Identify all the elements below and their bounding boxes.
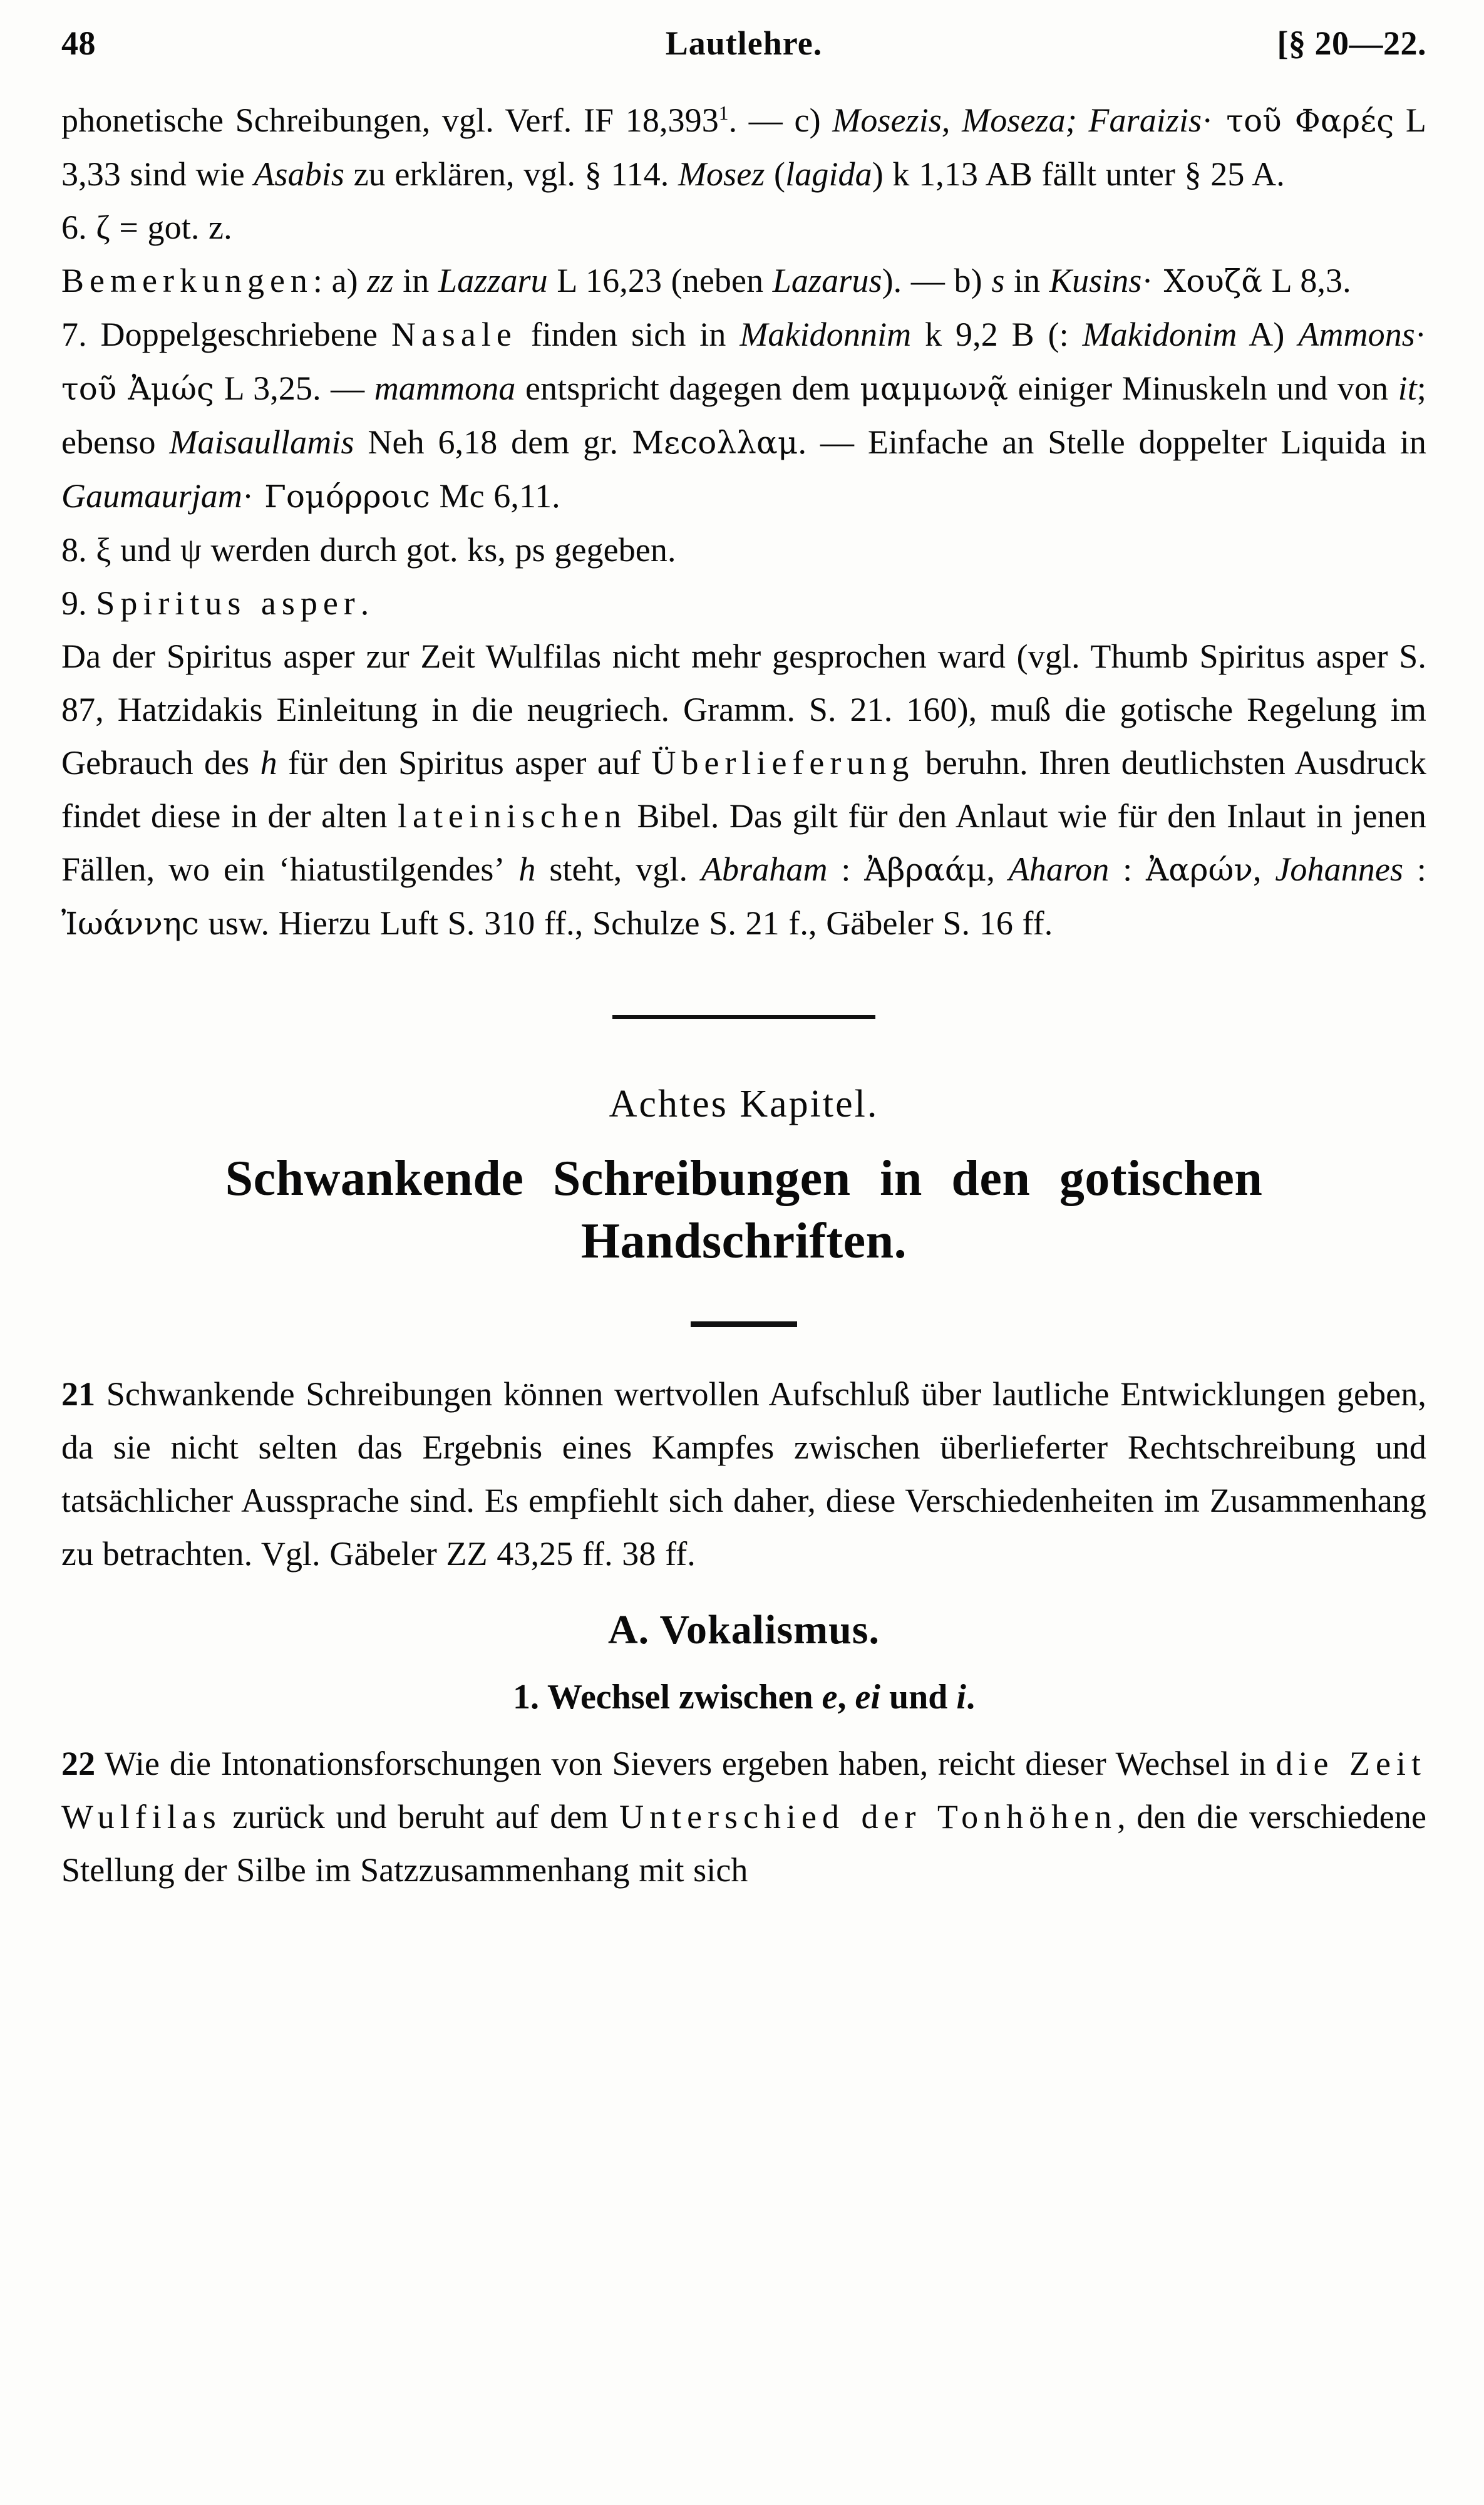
paragraph-number-21: 21 [61, 1375, 96, 1413]
raised-dot-4: · [242, 477, 254, 515]
italic-abraham: Abraham [701, 850, 828, 888]
paragraph-item-9: 9. Spiritus asper. [61, 584, 369, 622]
italic-h: h [260, 744, 277, 782]
italic-zz: zz [367, 262, 394, 299]
horizontal-rule-short [691, 1321, 797, 1327]
greek-gomorrois: Γομόρροιϲ [254, 478, 430, 515]
spaced-spiritus-asper: Spiritus asper [96, 584, 361, 622]
paragraph-item-8: 8. ξ und ψ werden durch got. ks, ps gegeben. [61, 531, 676, 569]
italic-mosezis: Mosezis, [832, 101, 951, 139]
body-text-lower [61, 1368, 1426, 1581]
page-number: 48 [61, 24, 96, 62]
section-heading-a: A. Vokalismus. [607, 1607, 880, 1653]
italic-maisaullamis: Maisaullamis [169, 423, 354, 461]
raised-dot-2: · [1141, 262, 1153, 299]
chapter-title [61, 1147, 1426, 1273]
spaced-nasale: Nasale [391, 316, 517, 353]
paragraph-bemerkungen: Bemerkungen: a) zz in Lazzaru L 16,23 (neben Lazarus). — b) s in Kusins· Χουζᾶ L 8,3. [61, 262, 1351, 299]
spaced-ueberlieferung: Überlieferung [651, 744, 915, 782]
italic-mosez: Mosez [678, 155, 765, 193]
italic-kusins: Kusins [1049, 262, 1142, 299]
spaced-lateinischen: lateinischen [398, 797, 627, 835]
chapter-title-line-2: Handschriften. [580, 1214, 907, 1269]
italic-s: s [991, 262, 1005, 299]
italic-h-2: h [518, 850, 536, 888]
italic-gaumaurjam: Gaumaurjam [61, 477, 243, 515]
italic-moseza: Moseza; Faraizis [962, 101, 1202, 139]
italic-lagida: lagida [785, 155, 872, 193]
section-range: [§ 20—22. [1277, 24, 1426, 62]
paragraph-spiritus-asper: Da der Spiritus asper zur Zeit Wulfilas nicht mehr gesprochen ward (vgl. Thumb Spiritus asper S. 87, Hatzidakis Einleitung in die neugriech. Gramm. S. 21. 160), muß die gotische Regelung im Gebrauch des h für den Spiritus asper auf Überlieferung beruhn. Ihren deutlichsten Ausdruck findet diese in der alten lateinischen Bibel. Das gilt für den Anlaut wie für den Inlaut in jenen Fällen, wo ein ʻhiatustilgendesʼ h steht, vgl. Abraham : Ἀβραάμ, Aharon : Ἀαρών, Johannes : Ἰωάννηϲ usw. Hierzu Luft S. 310 ff., Schulze S. 21 f., Gäbeler S. 16 ff. [61, 638, 1427, 942]
spaced-unterschied-tonhoehen: Unterschied der Tonhöhen [619, 1798, 1118, 1836]
footnote-marker: 1 [718, 102, 729, 124]
italic-asabis: Asabis [254, 155, 345, 193]
italic-ei: ei [855, 1678, 880, 1717]
page-content [61, 0, 1426, 1897]
paragraph-item-6: 6. ζ = got. z. [61, 209, 232, 246]
italic-lazzaru: Lazzaru [438, 262, 548, 299]
italic-makidonim: Makidonim [1082, 316, 1237, 353]
greek-mesollam: Μεϲολλαμ [631, 425, 798, 461]
greek-ioannes: Ἰωάννηϲ [61, 906, 200, 942]
greek-abraam: Ἀβραάμ [864, 852, 987, 888]
chapter-number: Achtes Kapitel. [609, 1083, 879, 1125]
italic-e: e [822, 1678, 838, 1717]
paragraph-phonetische: phonetische Schreibungen, vgl. Verf. IF 18,393$^1$. — c) Mosezis, Moseza; Faraizis· τοῦ Φαρές L 3,33 sind wie Asabis zu erklären, vgl. § 114. Mosez (lagida) k 1,13 AB fällt unter § 25 A. [61, 101, 1426, 193]
spaced-die-zeit-wulfilas: die Zeit Wulfilas [61, 1745, 1427, 1836]
paragraph-21: 21 Schwankende Schreibungen können wertvollen Aufschluß über lautliche Entwicklungen geben, da sie nicht selten das Ergebnis eines Kampfes zwischen überlieferter Rechtschreibung und tatsächlicher Aussprache sind. Es empfiehlt sich daher, diese Verschiedenheiten im Zusammenhang zu betrachten. Vgl. Gäbeler ZZ 43,25 ff. 38 ff. [61, 1375, 1426, 1573]
body-text [61, 94, 1426, 951]
horizontal-rule [612, 1015, 875, 1019]
raised-dot: · [1202, 101, 1213, 139]
raised-dot-3: · [1414, 316, 1427, 353]
greek-aaron: Ἀαρών [1146, 852, 1253, 888]
greek-tou-amos: τοῦ Ἀμώς [61, 371, 215, 407]
italic-ammons: Ammons [1298, 316, 1415, 353]
italic-aharon: Aharon [1008, 850, 1110, 888]
italic-it: it [1398, 369, 1417, 407]
italic-mammona: mammona [374, 369, 516, 407]
greek-tou-phares: τοῦ Φαρές [1213, 103, 1394, 139]
italic-johannes: Johannes [1275, 850, 1404, 888]
italic-i: i [956, 1678, 966, 1717]
greek-chouza: Χουζᾶ [1153, 263, 1263, 299]
subsection-heading-1: 1. Wechsel zwischen e, ei und i. [513, 1678, 975, 1717]
title-divider [61, 1319, 1426, 1330]
paragraph-number-22: 22 [61, 1745, 96, 1782]
paragraph-22: 22 Wie die Intonationsforschungen von Sievers ergeben haben, reicht dieser Wechsel in die Zeit Wulfilas zurück und beruht auf dem Unterschied der Tonhöhen, den die verschiedene Stellung der Silbe im Satzzusammenhang mit sich [61, 1745, 1427, 1889]
paragraph-item-7: 7. Doppelgeschriebene Nasale finden sich in Makidonnim k 9,2 B (: Makidonim A) Ammons· τοῦ Ἀμώς L 3,25. — mammona entspricht dagegen dem μαμμωνᾷ einiger Minuskeln und von it; ebenso Maisaullamis Neh 6,18 dem gr. Μεϲολλαμ. — Einfache an Stelle doppelter Liquida in Gaumaurjam· Γομόρροιϲ Mc 6,11. [61, 316, 1427, 515]
italic-lazarus: Lazarus [772, 262, 882, 299]
running-head [61, 0, 1426, 94]
greek-mammona: μαμμωνᾷ [860, 371, 1009, 407]
section-divider [61, 1011, 1426, 1022]
italic-makidonnim: Makidonnim [739, 316, 912, 353]
chapter-title-line-1: Schwankende Schreibungen in den gotischen [225, 1151, 1263, 1206]
running-title: Lautlehre. [665, 24, 823, 62]
label-bemerkungen: Bemerkungen [61, 262, 313, 299]
body-text-final [61, 1737, 1426, 1897]
